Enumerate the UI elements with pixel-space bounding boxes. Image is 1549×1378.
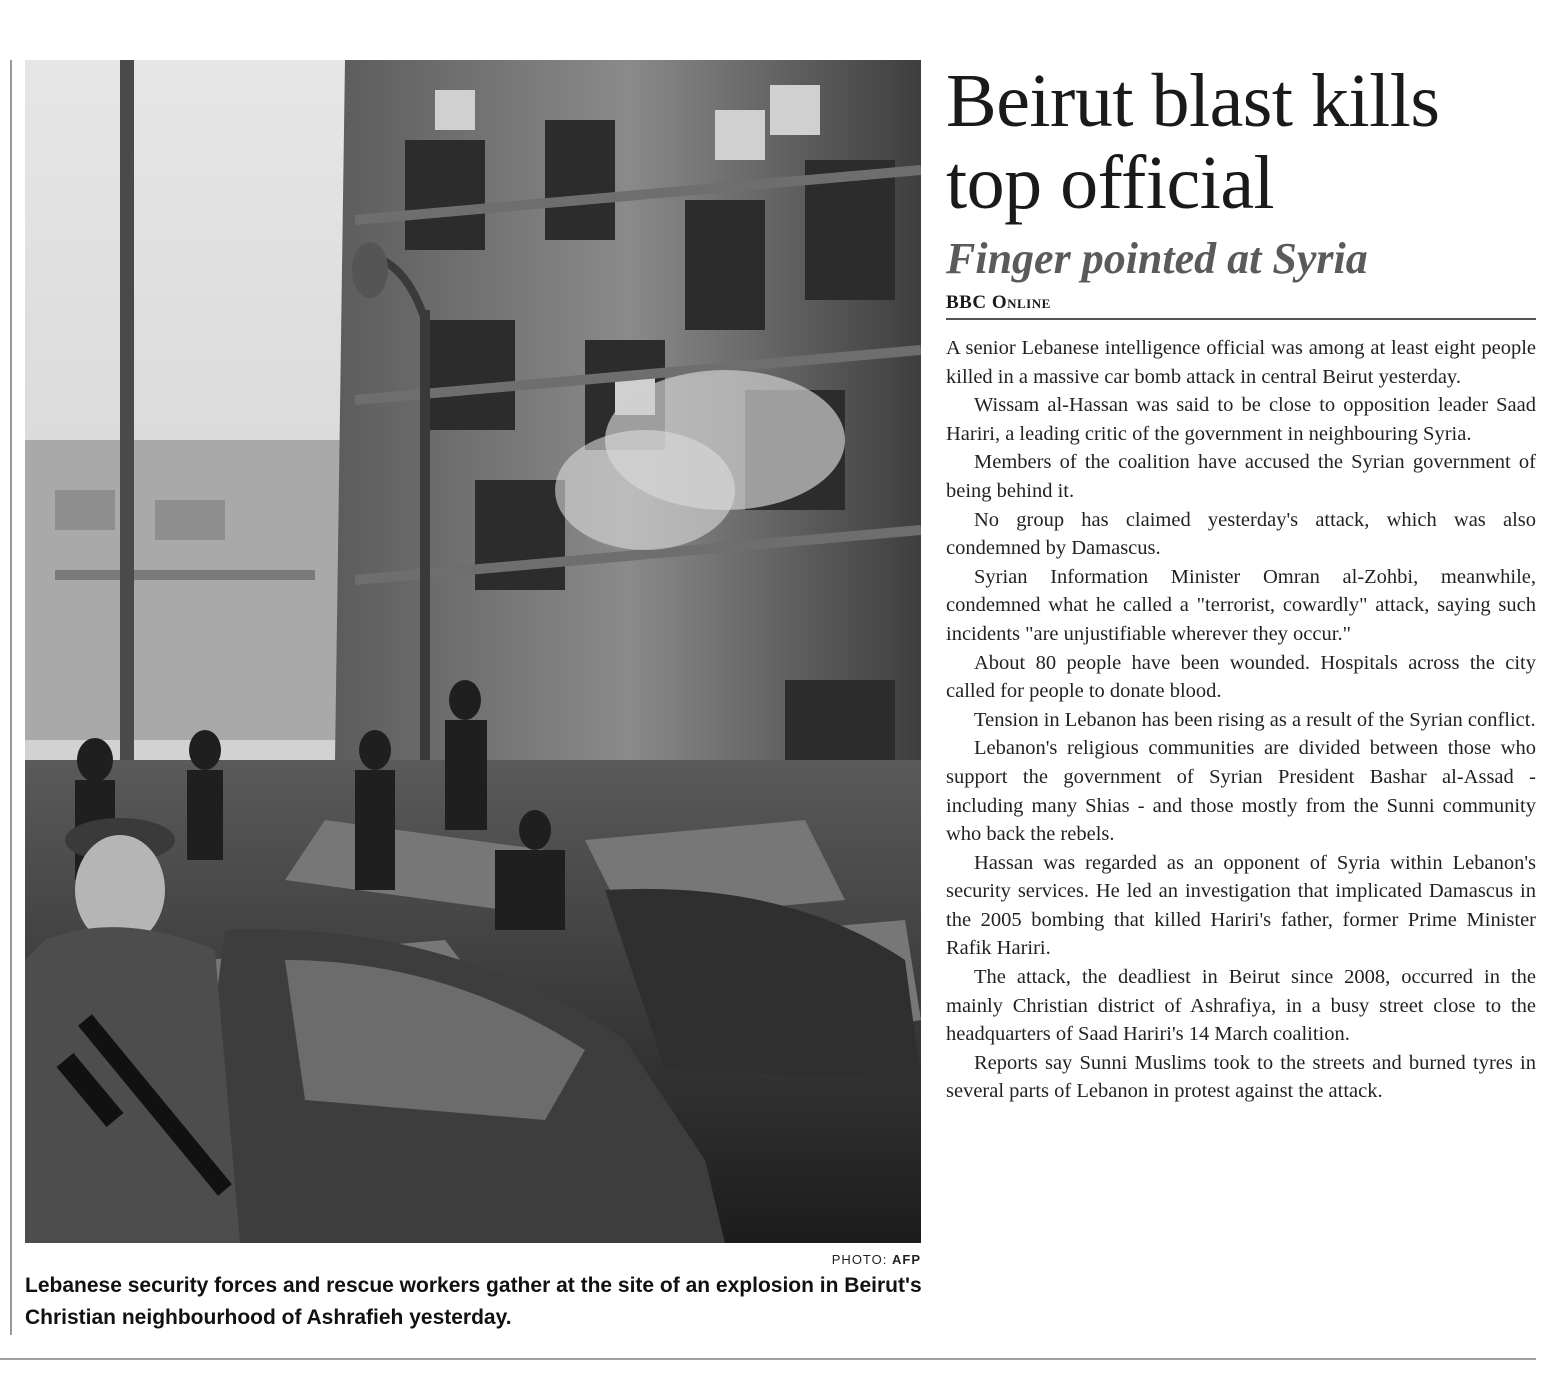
article-paragraph: Wissam al-Hassan was said to be close to opposition leader Saad Hariri, a leading critic of the government in neighbouring Syria.: [946, 394, 1536, 445]
article-body: [946, 334, 1536, 1106]
article-paragraph: The attack, the deadliest in Beirut since 2008, occurred in the mainly Christian district of Ashrafiya, in a busy street close to the headquarters of Saad Hariri's 14 March coalition.: [946, 966, 1536, 1046]
headline: Beirut blast kills top official: [946, 59, 1440, 225]
photo-caption: Lebanese security forces and rescue workers gather at the site of an explosion in Beirut's Christian neighbourhood of Ashrafieh yesterday.: [25, 1274, 922, 1329]
article-paragraph: No group has claimed yesterday's attack, which was also condemned by Damascus.: [946, 508, 1536, 560]
article-paragraph: Lebanon's religious communities are divided between those who support the government of Syrian President Bashar al-Assad - including many Shias - and those mostly from the Sunni community who back the rebels.: [946, 737, 1536, 846]
article-paragraph: Members of the coalition have accused the Syrian government of being behind it.: [946, 451, 1536, 502]
news-photo: [25, 60, 921, 1243]
article-paragraph: A senior Lebanese intelligence official was among at least eight people killed in a massive car bomb attack in central Beirut yesterday.: [946, 337, 1536, 388]
article-paragraph: Tension in Lebanon has been rising as a result of the Syrian conflict.: [974, 708, 1536, 731]
article: [946, 60, 1536, 1106]
subheadline: Finger pointed at Syria: [946, 234, 1368, 283]
article-paragraph: Hassan was regarded as an opponent of Syria within Lebanon's security services. He led an investigation that implicated Damascus in the 2005 bombing that killed Hariri's father, former Prime Minister Rafik Hariri.: [946, 851, 1536, 960]
article-paragraph: About 80 people have been wounded. Hospitals across the city called for people to donate blood.: [946, 651, 1536, 703]
byline: BBC Online: [946, 292, 1536, 320]
bottom-rule: [0, 1358, 1536, 1360]
left-column-rule: [10, 60, 12, 1335]
photo-credit: [832, 1252, 921, 1267]
article-paragraph: Syrian Information Minister Omran al-Zohbi, meanwhile, condemned what he called a "terrorist, cowardly" attack, saying such incidents "are unjustifiable wherever they occur.": [946, 565, 1536, 645]
article-paragraph: Reports say Sunni Muslims took to the streets and burned tyres in several parts of Lebanon in protest against the attack.: [946, 1051, 1536, 1103]
blast-scene-illustration: [25, 60, 921, 1243]
photo-credit-source: AFP: [892, 1252, 921, 1267]
photo-credit-label: PHOTO:: [831, 1252, 888, 1267]
